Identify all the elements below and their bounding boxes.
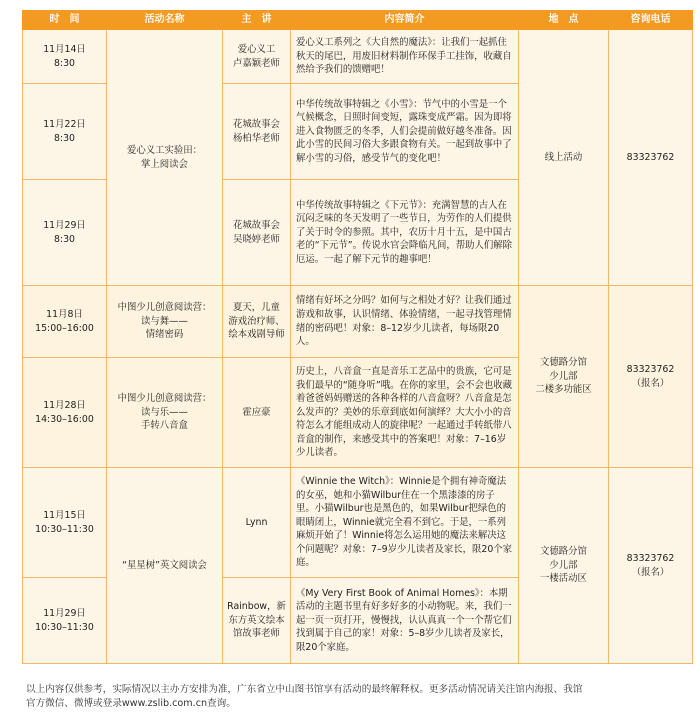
phone-cell: 83323762 （报名） bbox=[609, 286, 693, 468]
speaker-cell: Rainbow，新 东方英文绘本 馆故事老师 bbox=[223, 578, 291, 664]
header-activity: 活动名称 bbox=[107, 11, 223, 30]
content-cell: 爱心义工系列之《大自然的魔法》：让我们一起抓住秋天的尾巴，用废旧材料制作环保手工挂饰，收藏自然给予我们的馈赠吧！ bbox=[291, 30, 519, 84]
time-cell: 11月14日 8:30 bbox=[23, 30, 107, 84]
content-cell: 《Winnie the Witch》：Winnie是个拥有神奇魔法的女巫，她和小猫Wilbur住在一个黑漆漆的房子里。小猫Wilbur也是黑色的，如果Wilbur把绿色的眼睛闭上，Winnie就完全看不到它。于是，一系列麻烦开始了！Winnie将怎么运用她的魔法来解决这个问题呢？对象：7–9岁少儿读者及家长，限20个家庭。 bbox=[291, 468, 519, 578]
content-cell: 情绪有好坏之分吗？如何与之相处才好？让我们通过游戏和故事，认识情绪、体验情绪，一起寻找管理情绪的密码吧！对象：8–12岁少儿读者，每场限20人。 bbox=[291, 286, 519, 358]
speaker-cell: 夏天，儿童 游戏治疗师、 绘本戏剧导师 bbox=[223, 286, 291, 358]
table-row bbox=[23, 30, 693, 84]
activity-name-cell: 爱心义工实验田： 掌上阅读会 bbox=[107, 30, 223, 286]
time-cell: 11月29日 10:30–11:30 bbox=[23, 578, 107, 664]
phone-cell: 83323762 bbox=[609, 30, 693, 286]
footer-line-2: 官方微信、微博或登录www.zslib.com.cn查询。 bbox=[26, 698, 236, 709]
location-cell: 线上活动 bbox=[519, 30, 609, 286]
speaker-cell: 花城故事会 杨柏华老师 bbox=[223, 84, 291, 180]
location-cell: 文德路分馆 少儿部 二楼多功能区 bbox=[519, 286, 609, 468]
content-cell: 历史上，八音盒一直是音乐工艺品中的贵族，它可是我们最早的“随身听”哦。在你的家里，会不会也收藏着爸爸妈妈赠送的各种各样的八音盒呀？八音盒是怎么发声的？美妙的乐章到底如何演绎？大大小小的音符怎么才能组成动人的旋律呢？一起通过手转纸带八音盒的制作，来感受其中的答案吧！对象：7–16岁少儿读者。 bbox=[291, 358, 519, 468]
footer-note bbox=[26, 683, 692, 711]
table-row bbox=[23, 468, 693, 578]
time-cell: 11月29日 8:30 bbox=[23, 180, 107, 286]
time-cell: 11月8日 15:00–16:00 bbox=[23, 286, 107, 358]
activity-name-cell: 中图少儿创意阅读营： 读与乐—— 手转八音盒 bbox=[107, 358, 223, 468]
table-header-row bbox=[23, 11, 693, 30]
header-time: 时 间 bbox=[23, 11, 107, 30]
speaker-cell: Lynn bbox=[223, 468, 291, 578]
header-location: 地 点 bbox=[519, 11, 609, 30]
table-row bbox=[23, 286, 693, 358]
speaker-cell: 爱心义工 卢嘉颖老师 bbox=[223, 30, 291, 84]
activity-name-cell: “星星树”英文阅读会 bbox=[107, 468, 223, 664]
activity-schedule-table bbox=[22, 10, 693, 664]
header-speaker: 主 讲 bbox=[223, 11, 291, 30]
location-cell: 文德路分馆 少儿部 一楼活动区 bbox=[519, 468, 609, 664]
header-content: 内容简介 bbox=[291, 11, 519, 30]
header-phone: 咨询电话 bbox=[609, 11, 693, 30]
speaker-cell: 霍应豪 bbox=[223, 358, 291, 468]
speaker-cell: 花城故事会 吴晓婷老师 bbox=[223, 180, 291, 286]
content-cell: 《My Very First Book of Animal Homes》：本期活动的主题书里有好多好多的小动物呢。来，我们一起一页一页打开，慢慢找，认认真真一个一个帮它们找到属于自己的家！对象：5–8岁少儿读者及家长，限20个家庭。 bbox=[291, 578, 519, 664]
time-cell: 11月22日 8:30 bbox=[23, 84, 107, 180]
content-cell: 中华传统故事特辑之《小雪》：节气中的小雪是一个气候概念，日照时间变短，露珠变成严霜。因为即将进入食物匮乏的冬季，人们会提前做好越冬准备。因此小雪的民间习俗大多跟食物有关。一起到故事中了解小雪的习俗，感受节气的变化吧！ bbox=[291, 84, 519, 180]
activity-name-cell: 中图少儿创意阅读营： 读与舞—— 情绪密码 bbox=[107, 286, 223, 358]
content-cell: 中华传统故事特辑之《下元节》：充满智慧的古人在沉闷乏味的冬天发明了一些节日，为劳作的人们提供了关于时令的参照。其中，农历十月十五，是中国古老的“下元节”。传说水官会降临凡间，帮助人们解除厄运。一起了解下元节的趣事吧！ bbox=[291, 180, 519, 286]
time-cell: 11月15日 10:30–11:30 bbox=[23, 468, 107, 578]
phone-cell: 83323762 （报名） bbox=[609, 468, 693, 664]
time-cell: 11月28日 14:30–16:00 bbox=[23, 358, 107, 468]
footer-line-1: 以上内容仅供参考，实际情况以主办方安排为准，广东省立中山图书馆享有活动的最终解释权。更多活动情况请关注馆内海报、我馆 bbox=[26, 684, 583, 695]
